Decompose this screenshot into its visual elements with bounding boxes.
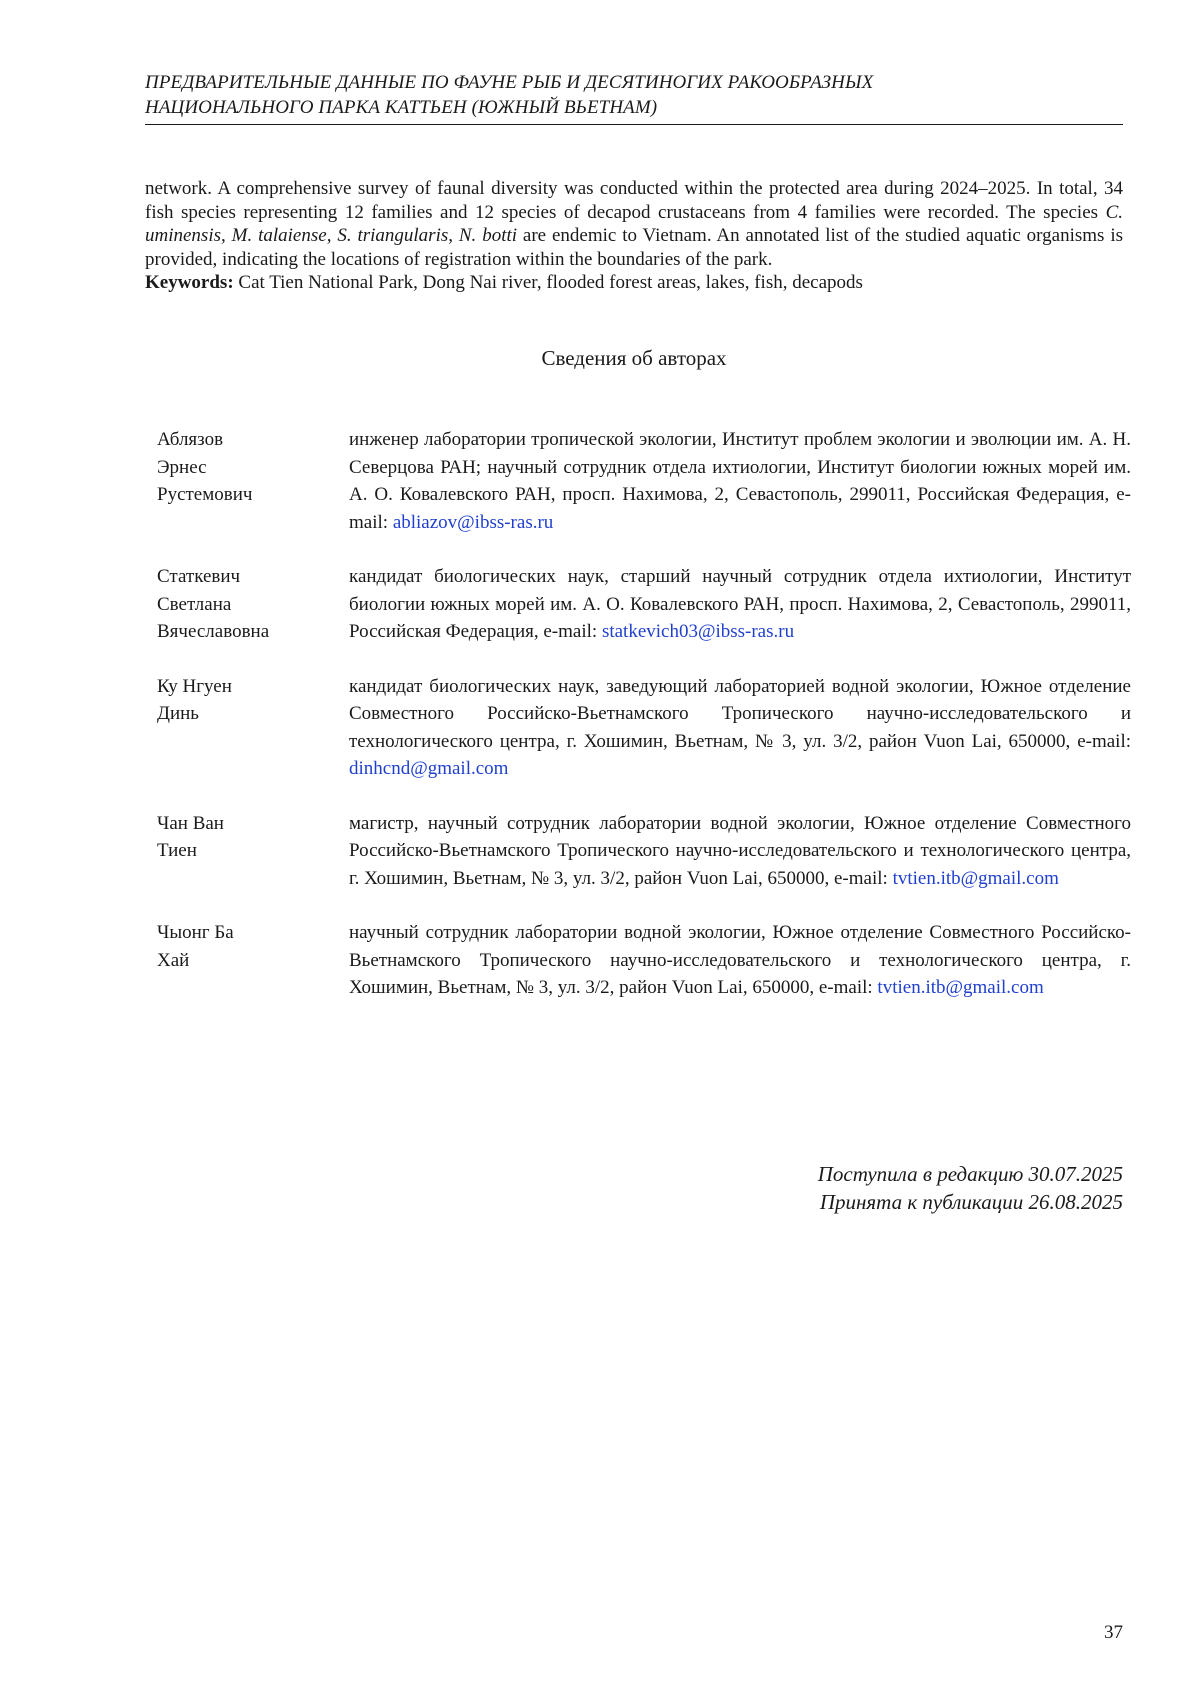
author-affiliation: инженер лаборатории тропической экологии, Институт проблем экологии и эволюции им. А. Н. Северцова РАН; научный сотрудник отдела ихтиологии, Институт биологии южных морей им. А. О. Ковалевского РАН, просп. Нахимова, 2, Севастополь, 299011, Российская Федерация, e-mail: — [349, 429, 1131, 533]
author-name-line: Чыонг Ба — [157, 922, 234, 943]
author-info — [349, 919, 1131, 1002]
keywords — [145, 271, 1123, 295]
author-info — [349, 426, 1131, 536]
author-email-link[interactable]: statkevich03@ibss-ras.ru — [601, 621, 795, 642]
authors-section-title: Сведения об авторах — [541, 346, 727, 370]
author-name-line: Чан Ван — [157, 812, 224, 834]
running-head-line-1: ПРЕДВАРИТЕЛЬНЫЕ ДАННЫЕ ПО ФАУНЕ РЫБ И ДЕСЯТИНОГИХ РАКООБРАЗНЫХ — [145, 72, 874, 93]
endemic-species: C. uminensis, M. talaiense, S. triangularis, N. botti — [145, 201, 1123, 246]
author-name-line: Статкевич — [157, 566, 241, 587]
author-name — [157, 426, 349, 536]
author-name — [157, 673, 349, 783]
author-entry — [157, 673, 1131, 783]
author-email-link[interactable]: dinhcnd@gmail.com — [349, 758, 509, 779]
author-affiliation: кандидат биологических наук, заведующий лабораторией водной экологии, Южное отделение Совместного Российско-Вьетнамского Тропического научно-исследовательского и технологического центра, г. Хошимин, Вьетнам, № 3, ул. 3/2, район Vuon Lai, 650000, e-mail: — [349, 675, 1131, 752]
author-name-line: Хай — [157, 949, 190, 971]
author-name-line: Динь — [157, 703, 199, 724]
author-entry — [157, 426, 1131, 536]
received-date: Поступила в редакцию 30.07.2025 — [817, 1162, 1123, 1186]
page-number: 37 — [1104, 1622, 1123, 1643]
author-affiliation: научный сотрудник лаборатории водной экологии, Южное отделение Совместного Российско-Вьетнамского Тропического научно-исследовательского и технологического центра, г. Хошимин, Вьетнам, № 3, ул. 3/2, район Vuon Lai, 650000, e-mail: — [349, 922, 1131, 998]
author-name — [157, 563, 349, 646]
keywords-text: Cat Tien National Park, Dong Nai river, flooded forest areas, lakes, fish, decapods — [233, 272, 863, 293]
author-affiliation: магистр, научный сотрудник лаборатории водной экологии, Южное отделение Совместного Российско-Вьетнамского Тропического научно-исследовательского и технологического центра, г. Хошимин, Вьетнам, № 3, ул. 3/2, район Vuon Lai, 650000, e-mail: — [349, 812, 1131, 889]
abstract — [145, 177, 1123, 295]
author-name-line: Эрнес — [157, 456, 207, 478]
abstract-part-1: network. A comprehensive survey of faunal diversity was conducted within the protected area during 2024–2025. In total, 34 fish species representing 12 families and 12 species of decapod crustaceans from 4 families were recorded. The species — [145, 178, 1123, 223]
author-name-line: Рустемович — [157, 484, 253, 505]
author-info — [349, 563, 1131, 646]
author-entry — [157, 810, 1131, 893]
author-name — [157, 919, 349, 1002]
author-name-line: Ку Нгуен — [157, 675, 232, 697]
author-info — [349, 810, 1131, 893]
author-name — [157, 810, 349, 893]
author-name-line: Тиен — [157, 840, 197, 861]
header-rule — [145, 124, 1123, 125]
author-email-link[interactable]: tvtien.itb@gmail.com — [892, 867, 1059, 889]
abstract-part-2: are endemic to Vietnam. An annotated list of the studied aquatic organisms is provided, indicating the locations of registration within the boundaries of the park. — [145, 225, 1123, 270]
author-entry — [157, 919, 1131, 1002]
author-info — [349, 673, 1131, 783]
abstract-text — [145, 177, 1123, 271]
author-name-line: Светлана — [157, 593, 232, 615]
author-affiliation: кандидат биологических наук, старший научный сотрудник отдела ихтиологии, Институт биологии южных морей им. А. О. Ковалевского РАН, просп. Нахимова, 2, Севастополь, 299011, Российская Федерация, e-mail: — [349, 566, 1131, 642]
authors-list — [157, 426, 1131, 1002]
author-email-link[interactable]: abliazov@ibss-ras.ru — [392, 511, 554, 533]
accepted-date: Принята к публикации 26.08.2025 — [819, 1190, 1123, 1214]
author-name-line: Вячеславовна — [157, 621, 270, 642]
author-entry — [157, 563, 1131, 646]
keywords-label: Keywords: — [145, 272, 234, 293]
submission-dates — [700, 1160, 1123, 1216]
running-head — [145, 70, 1123, 120]
author-name-line: Аблязов — [157, 429, 224, 450]
running-head-line-2: НАЦИОНАЛЬНОГО ПАРКА КАТТЬЕН (ЮЖНЫЙ ВЬЕТНАМ) — [145, 97, 658, 118]
author-email-link[interactable]: tvtien.itb@gmail.com — [877, 977, 1044, 998]
